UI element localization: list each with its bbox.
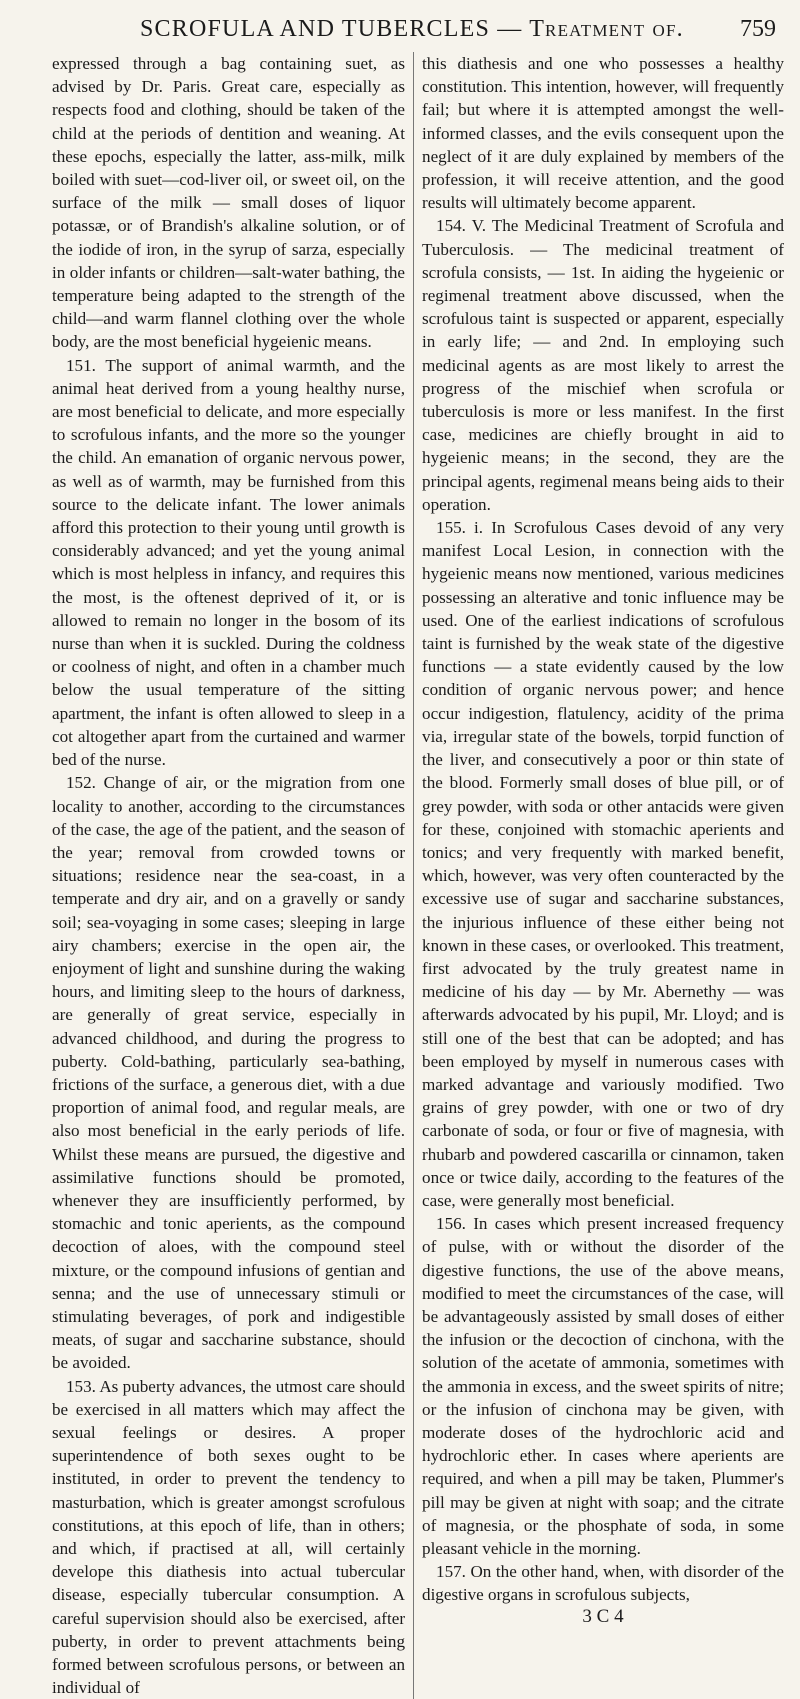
- paragraph: this diathesis and one who possesses a healthy constitution. This intention, however, will frequently fail; but where it is attempted amongst the well-informed classes, and the evils consequent upon the neglect of it are duly explained by members of the profession, it will receive attention, and the good results will ultimately become apparent.: [422, 54, 784, 213]
- paragraph-157: 157. On the other hand, when, with disorder of the digestive organs in scrofulous subjects,: [422, 1562, 784, 1605]
- paragraph-154: 154. V. The Medicinal Treatment of Scrofula and Tuberculosis. — The medicinal treatment of scrofula consists, — 1st. In aiding the hygeienic or regimenal treatment above discussed, when the scrofulous taint is suspected or apparent, especially in early life; — and 2nd. In employing such medicinal agents as are most likely to arrest the progress of the mischief when scrofula or tuberculosis is more or less manifest. In the first case, medicines are chiefly brought in aid to hygeienic means; in the second, they are the principal agents, regimenal means being aids to their operation.: [422, 216, 784, 514]
- text-columns: [52, 52, 784, 1699]
- paragraph-156: 156. In cases which present increased frequency of pulse, with or without the disorder of the digestive functions, the use of the above means, modified to meet the circumstances of the case, will be advantageously assisted by small doses of either the infusion or the decoction of cinchona, with the solution of the acetate of ammonia, sometimes with the ammonia in excess, and the sweet spirits of nitre; or the infusion of cinchona may be given, with moderate doses of the hydrochloric acid and hydrochloric ether. In cases where aperients are required, and when a pill may be taken, Plummer's pill may be given at night with soap; and the citrate of magnesia, or the phosphate of soda, in some pleasant vehicle in the morning.: [422, 1214, 784, 1558]
- signature-mark: 3 C 4: [582, 1605, 624, 1627]
- right-column: [413, 52, 784, 1699]
- paragraph-152: 152. Change of air, or the migration from one locality to another, according to the circumstances of the case, the age of the patient, and the season of the year; removal from crowded towns or situations; residence near the sea-coast, in a temperate and dry air, and on a gravelly or sandy soil; sea-voyaging in some cases; sleeping in large airy chambers; exercise in the open air, the enjoyment of light and sunshine during the waking hours, and limiting sleep to the hours of darkness, are generally of great service, especially in advanced childhood, and during the progress to puberty. Cold-bathing, particularly sea-bathing, frictions of the surface, a generous diet, with a due proportion of animal food, and regular meals, are also most beneficial in the early periods of life. Whilst these means are pursued, the digestive and assimilative functions should be promoted, whenever they are insufficiently performed, by stomachic and tonic aperients, as the compound decoction of aloes, with the compound steel mixture, or the compound infusions of gentian and senna; and the use of unnecessary stimuli or stimulating beverages, of pork and indigestible meats, of sugar and saccharine substance, should be avoided.: [52, 773, 406, 1373]
- running-head: SCROFULA AND TUBERCLES — Treatment of.: [140, 16, 684, 42]
- paragraph-155: 155. i. In Scrofulous Cases devoid of any very manifest Local Lesion, in connection with the hygeienic means now mentioned, various medicines possessing an alterative and tonic influence may be used. One of the earliest indications of scrofulous taint is furnished by the weak state of the digestive functions — a state evidently caused by the low condition of organic nervous power; and hence occur indigestion, flatulency, acidity of the prima via, irregular state of the bowels, torpid function of the liver, and consecutively a poor or thin state of the blood. Formerly small doses of blue pill, or of grey powder, with soda or other antacids were given for these, conjoined with stomachic aperients and tonics; and very frequently with marked benefit, which, however, was very often counteracted by the excessive use of sugar and saccharine substances, the injurious influence of these either being not known in these cases, or overlooked. This treatment, first advocated by the truly greatest name in medicine of his day — by Mr. Abernethy — was afterwards advocated by his pupil, Mr. Lloyd; and is still one of the best that can be adopted; and has been employed by myself in numerous cases with marked advantage and variously modified. Two grains of grey powder, with one or two of dry carbonate of soda, or four or five of magnesia, with rhubarb and powdered cascarilla or cinnamon, taken once or twice daily, according to the features of the case, were generally most beneficial.: [422, 518, 784, 1210]
- paragraph: expressed through a bag containing suet, as advised by Dr. Paris. Great care, especially as respects food and clothing, should be taken of the child at the periods of dentition and weaning. At these epochs, especially the latter, ass-milk, milk boiled with suet—cod-liver oil, or sweet oil, on the surface of the milk — small doses of liquor potassæ, or of Brandish's alkaline solution, or of the iodide of iron, in the syrup of sarza, especially in older infants or children—salt-water bathing, the temperature being adapted to the strength of the child—and warm flannel clothing over the whole body, are the most beneficial hygeienic means.: [52, 54, 406, 352]
- paragraph-153: 153. As puberty advances, the utmost care should be exercised in all matters which may affect the sexual feelings or desires. A proper superintendence of both sexes ought to be instituted, in order to prevent the tendency to masturbation, which is greater amongst scrofulous constitutions, at this epoch of life, than in others; and which, if practised at all, will certainly develope this diathesis into actual tubercular disease, especially tubercular consumption. A careful supervision should also be exercised, after puberty, in order to prevent attachments being formed between scrofulous persons, or between an individual of: [52, 1376, 406, 1698]
- page-header: [52, 14, 784, 44]
- page-number: 759: [740, 16, 776, 42]
- paragraph-151: 151. The support of animal warmth, and the animal heat derived from a young healthy nurse, are most beneficial to delicate, and more especially to scrofulous infants, and the more so the younger the child. An emanation of organic nervous power, as well as of warmth, may be furnished from this source to the delicate infant. The lower animals afford this protection to their young until growth is considerably advanced; and yet the young animal which is most helpless in infancy, and requires this the most, is the oftenest deprived of it, or is allowed to remain no longer in the bosom of its nurse than when it is suckled. During the coldness or coolness of night, and often in a chamber much below the usual temperature of the sitting apartment, the infant is often allowed to sleep in a cot altogether apart from the curtained and warmer bed of the nurse.: [52, 355, 406, 770]
- left-column: [52, 52, 413, 1699]
